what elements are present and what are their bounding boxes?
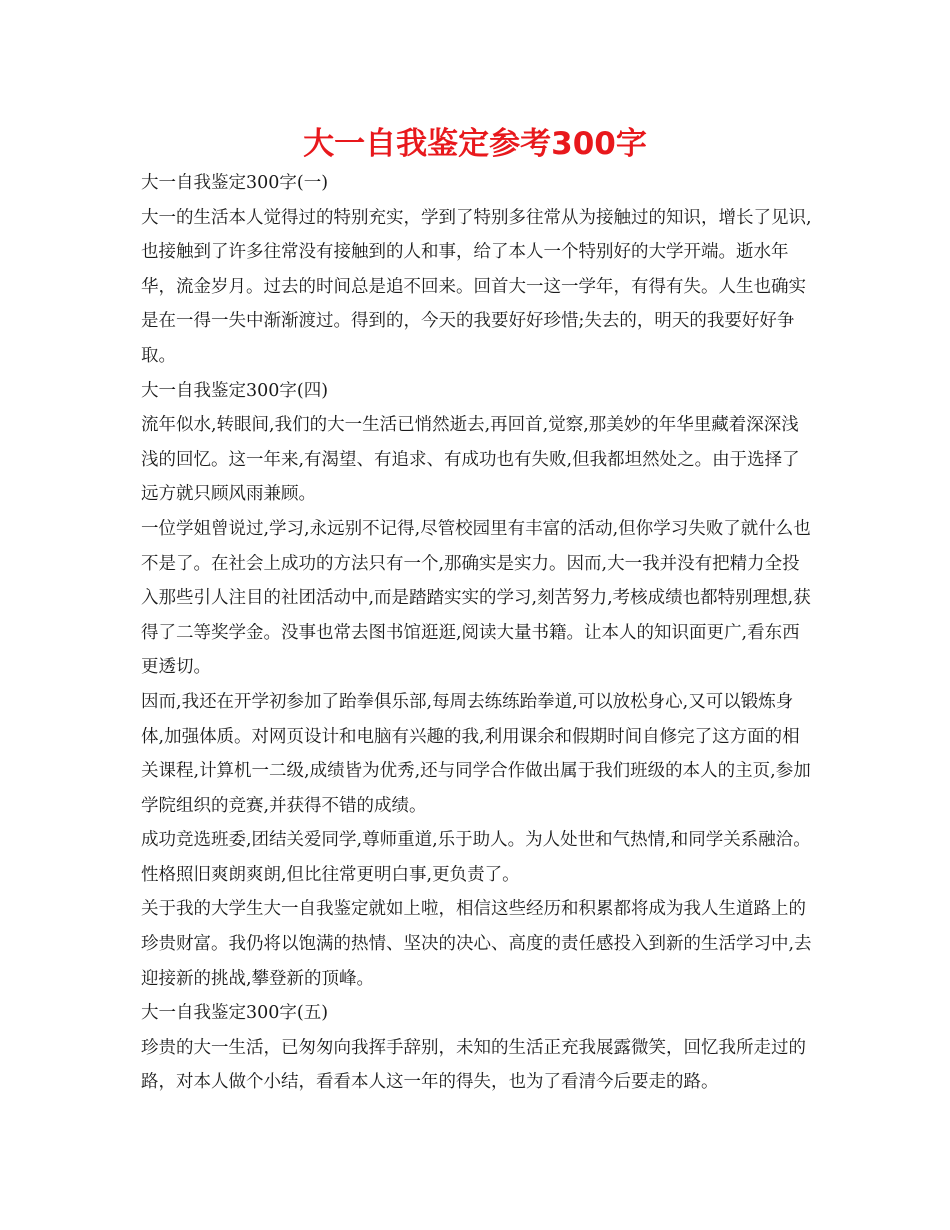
section-heading: 大一自我鉴定300字(一) (141, 173, 329, 193)
paragraph: 流年似水,转眼间,我们的大一生活已悄然逝去,再回首,觉察,那美妙的年华里藏着深深浅浅的回忆。这一年来,有渴望、有追求、有成功也有失败,但我都坦然处之。由于选择了远方就只顾风雨兼顾。 (141, 415, 800, 505)
section-heading: 大一自我鉴定300字(四) (141, 380, 329, 401)
paragraph: 成功竞选班委,团结关爱同学,尊师重道,乐于助人。为人处世和气热情,和同学关系融洽。性格照旧爽朗爽朗,但比往常更明白事,更负责了。 (141, 830, 811, 885)
document-body (141, 166, 813, 1100)
document-title: 大一自我鉴定参考300字 (303, 126, 647, 162)
paragraph: 珍贵的大一生活，已匆匆向我挥手辞别，未知的生活正充我展露微笑，回忆我所走过的路，对本人做个小结，看看本人这一年的得失，也为了看清今后要走的路。 (141, 1037, 806, 1093)
section-heading: 大一自我鉴定300字(五) (141, 1003, 329, 1024)
paragraph: 大一的生活本人觉得过的特别充实，学到了特别多往常从为接触过的知识，增长了见识,也接触到了许多往常没有接触到的人和事，给了本人一个特别好的大学开端。逝水年华，流金岁月。过去的时间总是追不回来。回首大一这一学年，有得有失。人生也确实是在一得一失中渐渐渡过。得到的，今天的我要好好珍惜;失去的，明天的我要好好争取。 (141, 207, 812, 366)
paragraph: 一位学姐曾说过,学习,永远别不记得,尽管校园里有丰富的活动,但你学习失败了就什么也不是了。在社会上成功的方法只有一个,那确实是实力。因而,大一我并没有把精力全投入那些引人注目的社团活动中,而是踏踏实实的学习,刻苦努力,考核成绩也都特别理想,获得了二等奖学金。没事也常去图书馆逛逛,阅读大量书籍。让本人的知识面更广,看东西更透切。 (141, 518, 811, 678)
paragraph: 因而,我还在开学初参加了跆拳俱乐部,每周去练练跆拳道,可以放松身心,又可以锻炼身体,加强体质。对网页设计和电脑有兴趣的我,利用课余和假期时间自修完了这方面的相关课程,计算机一二级,成绩皆为优秀,还与同学合作做出属于我们班级的本人的主页,参加学院组织的竞赛,并获得不错的成绩。 (141, 691, 811, 816)
paragraph: 关于我的大学生大一自我鉴定就如上啦，相信这些经历和积累都将成为我人生道路上的珍贵财富。我仍将以饱满的热情、坚决的决心、高度的责任感投入到新的生活学习中,去迎接新的挑战,攀登新的顶峰。 (141, 899, 812, 989)
